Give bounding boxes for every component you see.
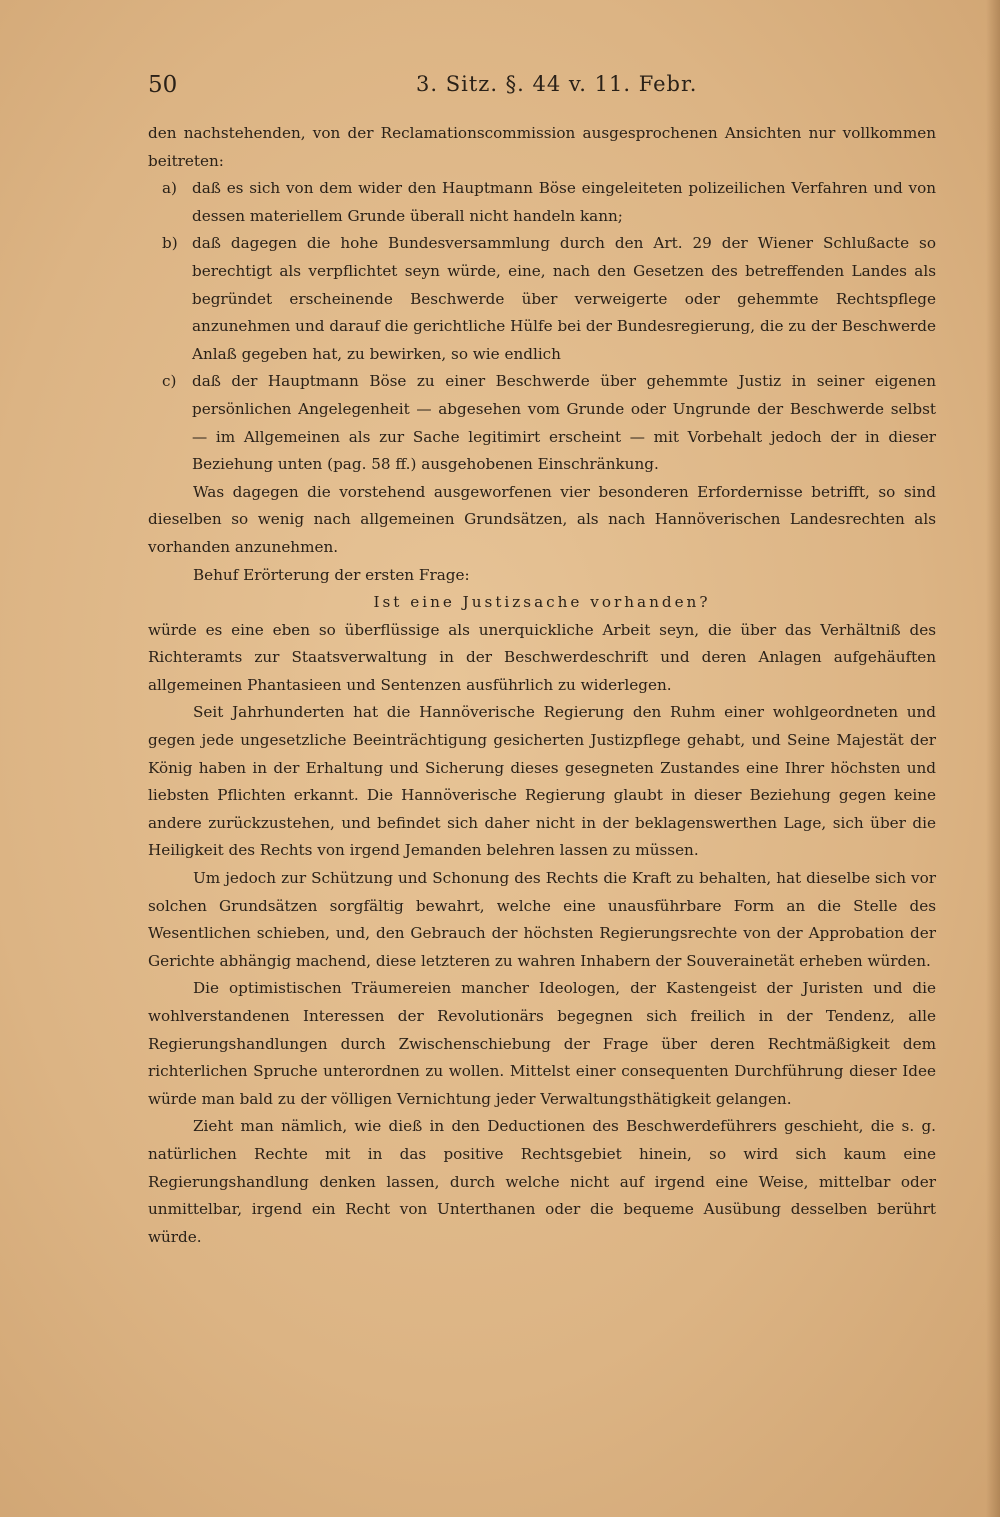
paragraph-seit: Seit Jahrhunderten hat die Hannöverische Regierung den Ruhm einer wohlgeordneten und gegen jede ungesetzliche Beeinträchtigung gesicherten Justizpflege gehabt, und Seine Majestät der König haben in der Erhaltung und Sicherung dieses gesegneten Zustandes eine Ihrer höchsten und liebsten Pflichten erkannt. Die Hannöverische Regierung glaubt in dieser Beziehung gegen keine andere zurückzustehen, und befindet sich daher nicht in der beklagenswerthen Lage, sich über die Heiligkeit des Rechts von irgend Jemanden belehren lassen zu müssen.: [148, 703, 936, 860]
list-marker: a): [162, 179, 177, 198]
list-item: [148, 175, 936, 230]
list-item-text: daß dagegen die hohe Bundesversammlung durch den Art. 29 der Wiener Schlußacte so berechtigt als verpflichtet seyn würde, eine, nach den Gesetzen des betreffenden Landes als begründet erscheinende Beschwerde über verweigerte oder gehemmte Rechtspflege anzunehmen und darauf die gerichtliche Hülfe bei der Bundesregierung, die zu der Beschwerde Anlaß gegeben hat, zu bewirken, so wie endlich: [192, 234, 936, 363]
list-marker: c): [162, 372, 177, 391]
paragraph-wurde: würde es eine eben so überflüssige als unerquickliche Arbeit seyn, die über das Verhältniß des Richteramts zur Staatsverwaltung in der Beschwerdeschrift und deren Anlagen aufgehäuften allgemeinen Phantasieen und Sentenzen ausführlich zu widerlegen.: [148, 620, 936, 694]
paragraph-was: Was dagegen die vorstehend ausgeworfenen vier besonderen Erfordernisse betrifft, so sind dieselben so wenig nach allgemeinen Grundsätzen, als nach Hannöverischen Landesrechten als vorhanden anzunehmen.: [148, 482, 936, 556]
paragraph-die: Die optimistischen Träumereien mancher Ideologen, der Kastengeist der Juristen und die wohlverstandenen Interessen der Revolutionärs begegnen sich freilich in der Tendenz, alle Regierungshandlungen durch Zwischenschiebung der Frage über deren Rechtmäßigkeit dem richterlichen Spruche unterordnen zu wollen. Mittelst einer consequenten Durchführung dieser Idee würde man bald zu der völligen Vernichtung jeder Verwaltungsthätigkeit gelangen.: [148, 979, 936, 1108]
paragraph-behuf: Behuf Erörterung der ersten Frage:: [193, 565, 470, 584]
list-item: [148, 368, 936, 478]
paragraph-zieht: Zieht man nämlich, wie dieß in den Deductionen des Beschwerdeführers geschieht, die s. g. natürlichen Rechte mit in das positive Rechtsgebiet hinein, so wird sich kaum eine Regierungshandlung denken lassen, durch welche nicht auf irgend eine Weise, mittelbar oder unmittelbar, irgend ein Recht von Unterthanen oder die bequeme Ausübung desselben berührt würde.: [148, 1117, 936, 1246]
paragraph-um: Um jedoch zur Schützung und Schonung des Rechts die Kraft zu behalten, hat dieselbe sich vor solchen Grundsätzen sorgfältig bewahrt, welche eine unausführbare Form an die Stelle des Wesentlichen schieben, und, den Gebrauch der höchsten Regierungsrechte von der Approbation der Gerichte abhängig machend, diese letzteren zu wahren Inhabern der Souverainetät erheben würden.: [148, 869, 936, 970]
running-head: 3. Sitz. §. 44 v. 11. Febr.: [416, 72, 698, 96]
page-number: 50: [148, 72, 178, 98]
list-item-text: daß es sich von dem wider den Hauptmann Böse eingeleiteten polizeilichen Verfahren und von dessen materiellem Grunde überall nicht handeln kann;: [192, 179, 936, 225]
list-item-text: daß der Hauptmann Böse zu einer Beschwerde über gehemmte Justiz in seiner eigenen persönlichen Angelegenheit — abgesehen vom Grunde oder Ungrunde der Beschwerde selbst — im Allgemeinen als zur Sache legitimirt erscheint — mit Vorbehalt jedoch der in dieser Beziehung unten (pag. 58 ff.) ausgehobenen Einschränkung.: [192, 372, 936, 474]
page-edge-shadow: [986, 0, 1000, 1517]
list-marker: b): [162, 234, 178, 253]
page-body: [148, 120, 936, 1251]
list-item: [148, 230, 936, 368]
question-heading: Ist eine Justizsache vorhanden?: [373, 593, 711, 612]
intro-paragraph: den nachstehenden, von der Reclamationscommission ausgesprochenen Ansichten nur vollkommen beitreten:: [148, 124, 936, 170]
page-header: [148, 72, 936, 106]
